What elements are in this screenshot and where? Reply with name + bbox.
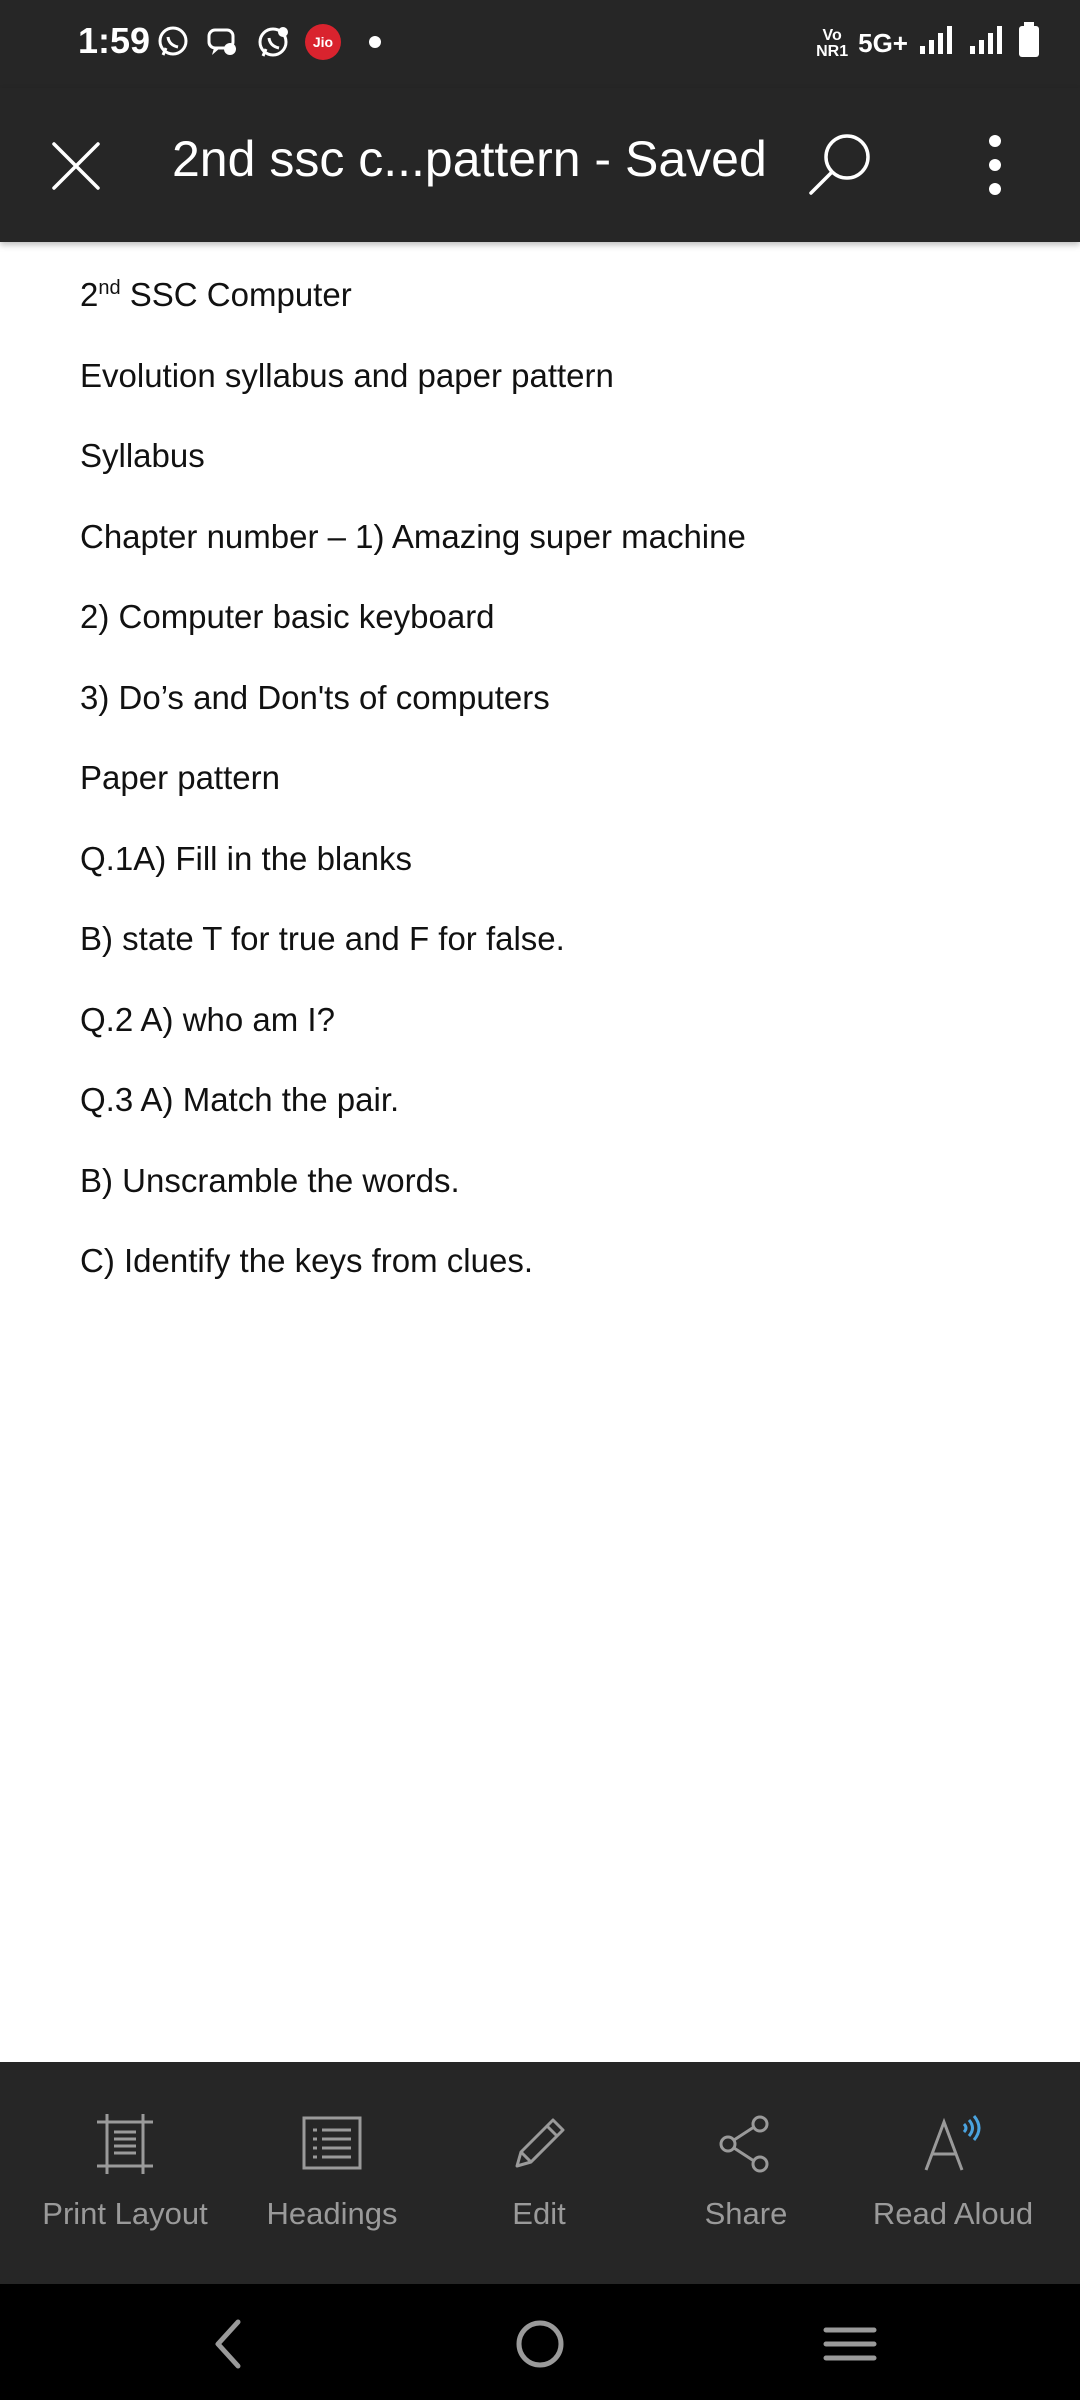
close-button[interactable] (48, 138, 104, 194)
document-line: B) Unscramble the words. (80, 1161, 460, 1199)
more-vertical-icon (975, 130, 1015, 200)
document-title[interactable]: 2nd ssc c...pattern - Saved (172, 131, 767, 187)
status-right-icons (816, 22, 1040, 65)
document-line: Paper pattern (80, 759, 280, 796)
status-left-icons (155, 24, 381, 60)
search-button[interactable] (805, 130, 875, 200)
app-bar (0, 88, 1080, 242)
close-icon (48, 138, 104, 194)
home-button[interactable] (510, 2314, 570, 2374)
whatsapp-icon (155, 24, 191, 60)
print-layout-button[interactable] (17, 2062, 233, 2284)
line-text-base: 2 (80, 276, 99, 313)
line-text-rest: SSC Computer (120, 276, 352, 313)
headings-button[interactable] (224, 2062, 440, 2284)
document-line: Chapter number – 1) Amazing super machine (80, 517, 746, 555)
battery-icon (1018, 22, 1040, 65)
whatsapp-business-icon (255, 24, 291, 60)
status-time: 1:59 (78, 20, 151, 61)
jio-icon: Jio (305, 24, 341, 60)
back-icon (200, 2314, 260, 2374)
pencil-icon (507, 2112, 571, 2176)
document-line: Syllabus (80, 437, 205, 474)
document-line: 2) Computer basic keyboard (80, 598, 495, 635)
document-line: Q.3 A) Match the pair. (80, 1081, 400, 1118)
volte-bottom: NR1 (816, 42, 849, 60)
notification-dot-icon (369, 36, 381, 48)
network-type: 5G+ (858, 28, 908, 58)
print-layout-label: Print Layout (42, 2196, 208, 2231)
document-line: Q.2 A) who am I? (80, 1000, 335, 1038)
document-line: C) Identify the keys from clues. (80, 1242, 533, 1279)
edit-button[interactable] (431, 2062, 647, 2284)
document-body[interactable] (80, 272, 1020, 1319)
document-line: Evolution syllabus and paper pattern (80, 356, 614, 394)
volte-indicator (816, 28, 848, 60)
share-label: Share (704, 2196, 788, 2231)
read-aloud-label: Read Aloud (872, 2196, 1034, 2231)
read-aloud-button[interactable] (845, 2062, 1061, 2284)
navigation-bar (0, 2284, 1080, 2400)
back-button[interactable] (200, 2314, 260, 2374)
document-line: 3) Do’s and Don'ts of computers (80, 678, 550, 716)
document-line: Q.1A) Fill in the blanks (80, 839, 412, 877)
signal-icon (918, 24, 958, 63)
print-layout-icon (93, 2112, 157, 2176)
bottom-toolbar (0, 2062, 1080, 2284)
document-line: B) state T for true and F for false. (80, 920, 565, 957)
line-superscript: nd (98, 277, 121, 299)
read-aloud-icon (918, 2112, 988, 2176)
edit-label: Edit (512, 2196, 566, 2231)
headings-icon (300, 2112, 364, 2176)
headings-label: Headings (266, 2196, 398, 2231)
search-icon (805, 130, 875, 200)
share-button[interactable] (638, 2062, 854, 2284)
more-options-button[interactable] (975, 130, 1015, 200)
chat-icon (205, 24, 241, 60)
document-line (80, 272, 1020, 353)
volte-top: Vo (822, 26, 842, 44)
signal-icon (968, 24, 1008, 63)
home-icon (510, 2314, 570, 2374)
share-icon (714, 2112, 778, 2176)
recent-apps-icon (820, 2314, 880, 2374)
status-bar (0, 0, 1080, 88)
recent-apps-button[interactable] (820, 2314, 880, 2374)
